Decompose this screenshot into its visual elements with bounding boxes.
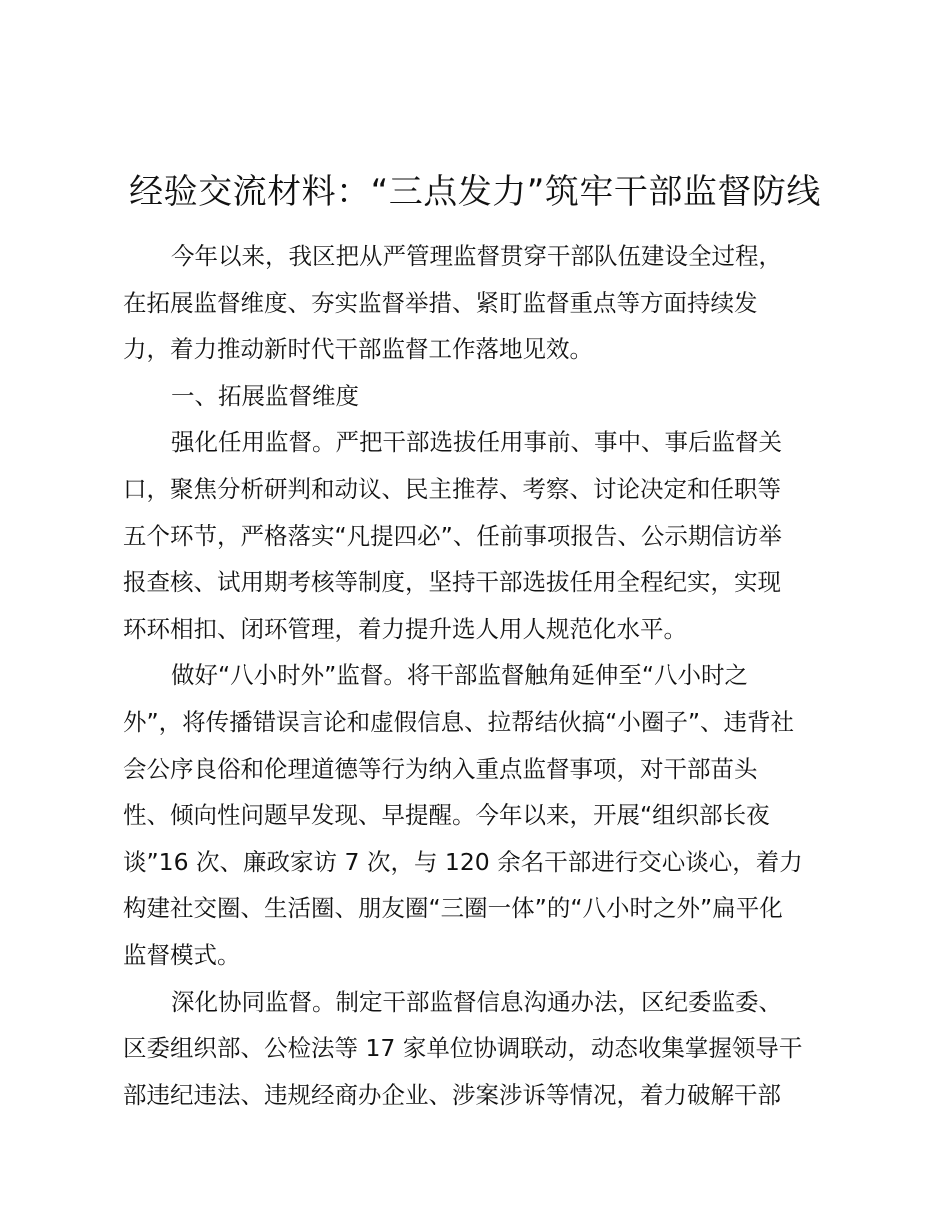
paragraph-line: 力，着力推动新时代干部监督工作落地见效。 <box>123 335 593 364</box>
paragraph-line: 区委组织部、公检法等 17 家单位协调联动，动态收集掌握领导干 <box>123 1034 803 1063</box>
paragraph-line: 报查核、试用期考核等制度，坚持干部选拔任用全程纪实，实现 <box>123 568 781 597</box>
paragraph-line: 深化协同监督。制定干部监督信息沟通办法，区纪委监委、 <box>171 987 782 1016</box>
paragraph-line: 口，聚焦分析研判和动议、民主推荐、考察、讨论决定和任职等 <box>123 474 781 503</box>
paragraph-line: 在拓展监督维度、夯实监督举措、紧盯监督重点等方面持续发 <box>123 288 758 317</box>
paragraph-line: 部违纪违法、违规经商办企业、涉案涉诉等情况，着力破解干部 <box>123 1080 781 1109</box>
section-heading: 一、拓展监督维度 <box>171 381 359 410</box>
paragraph-line: 做好“八小时外”监督。将干部监督触角延伸至“八小时之 <box>171 661 749 690</box>
paragraph-line: 外”，将传播错误言论和虚假信息、拉帮结伙搞“小圈子”、违背社 <box>123 707 795 736</box>
paragraph-line: 今年以来，我区把从严管理监督贯穿干部队伍建设全过程， <box>171 242 782 270</box>
document-title: 经验交流材料：“三点发力”筑牢干部监督防线 <box>129 172 821 212</box>
paragraph-line: 环环相扣、闭环管理，着力提升选人用人规范化水平。 <box>123 614 687 643</box>
paragraph-line: 谈”16 次、廉政家访 7 次，与 120 余名干部进行交心谈心，着力 <box>123 847 803 876</box>
paragraph-line: 会公序良俗和伦理道德等行为纳入重点监督事项，对干部苗头 <box>123 754 758 783</box>
document-body <box>123 233 835 1118</box>
paragraph-line: 五个环节，严格落实“凡提四必”、任前事项报告、公示期信访举 <box>123 521 782 550</box>
paragraph-line: 性、倾向性问题早发现、早提醒。今年以来，开展“组织部长夜 <box>123 801 770 830</box>
paragraph-line: 监督模式。 <box>123 940 241 969</box>
paragraph-line: 强化任用监督。严把干部选拔任用事前、事中、事后监督关 <box>171 428 782 457</box>
paragraph-line: 构建社交圈、生活圈、朋友圈“三圈一体”的“八小时之外”扁平化 <box>123 894 783 923</box>
